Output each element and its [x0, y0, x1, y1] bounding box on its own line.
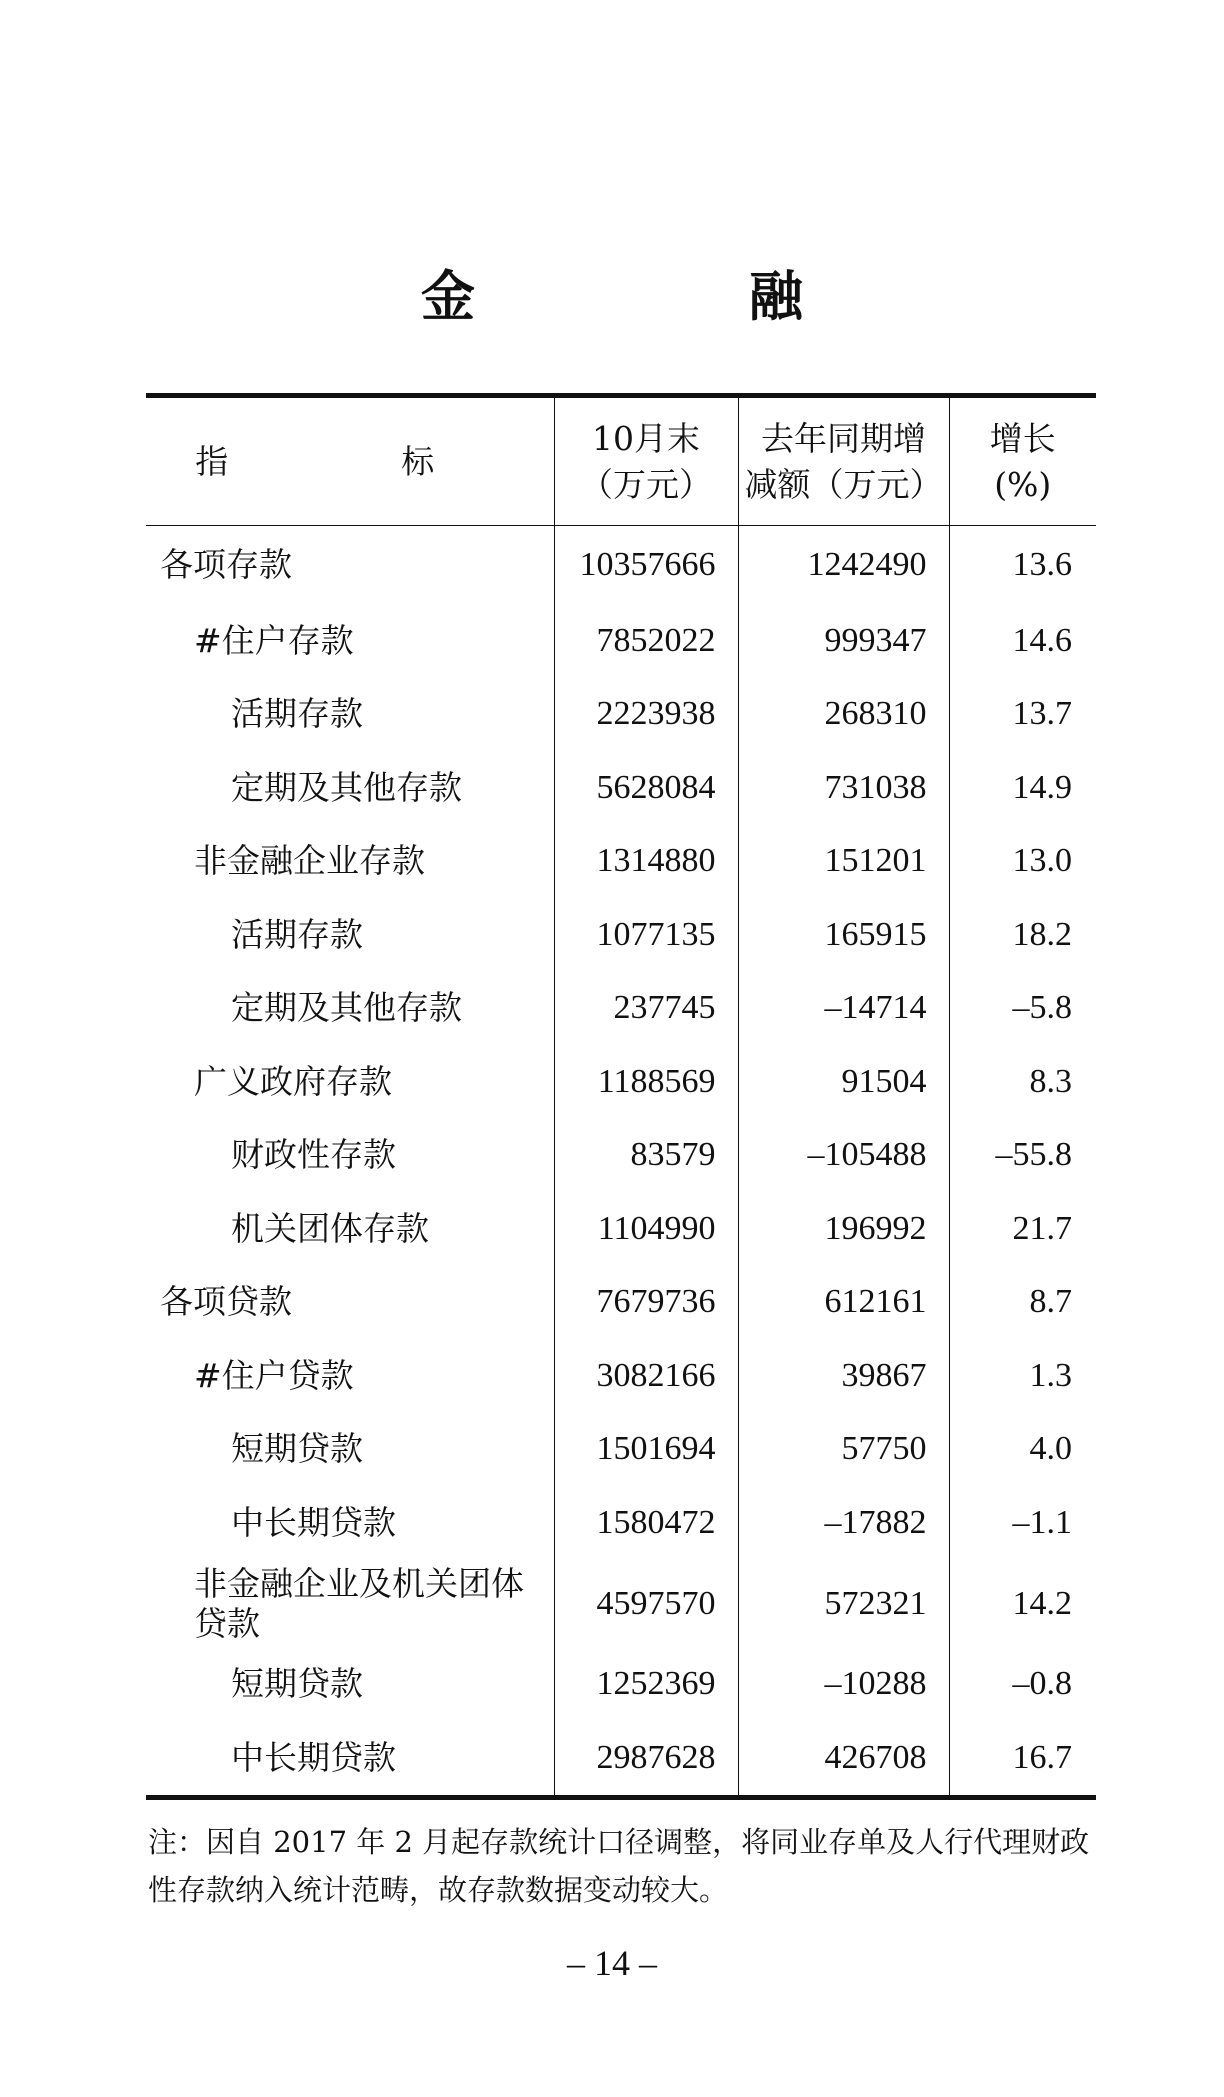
row-growth-rate: –5.8 [949, 972, 1096, 1046]
table-row [146, 678, 1096, 752]
row-yoy-change: 612161 [738, 1266, 949, 1340]
table-row [146, 604, 1096, 678]
row-growth-rate: 13.0 [949, 825, 1096, 899]
table-row [146, 1413, 1096, 1487]
row-yoy-change: –105488 [738, 1119, 949, 1193]
header-growth-line1: 增长 [989, 418, 1056, 458]
row-yoy-change: 731038 [738, 751, 949, 825]
row-yoy-change: 999347 [738, 604, 949, 678]
row-month-end-value: 7852022 [554, 604, 738, 678]
row-growth-rate: 14.9 [949, 751, 1096, 825]
row-indicator-name: 各项贷款 [160, 1282, 292, 1322]
header-indicator [146, 396, 554, 526]
row-growth-rate: –1.1 [949, 1486, 1096, 1560]
row-month-end-value: 1314880 [554, 825, 738, 899]
row-yoy-change: 572321 [738, 1560, 949, 1648]
table-row [146, 526, 1096, 605]
row-yoy-change: 165915 [738, 898, 949, 972]
row-growth-rate: 1.3 [949, 1339, 1096, 1413]
row-yoy-change: –17882 [738, 1486, 949, 1560]
footnote: 注：因自 2017 年 2 月起存款统计口径调整，将同业存单及人行代理财政性存款纳入统计范畴，故存款数据变动较大。 [148, 1825, 1090, 1907]
table-row [146, 898, 1096, 972]
table-row [146, 1192, 1096, 1266]
row-yoy-change: –10288 [738, 1648, 949, 1722]
row-growth-rate: –0.8 [949, 1648, 1096, 1722]
row-indicator-name: #住户存款 [194, 620, 354, 660]
row-yoy-change: 196992 [738, 1192, 949, 1266]
row-growth-rate: 16.7 [949, 1721, 1096, 1797]
row-indicator-name: 非金融企业及机关团体贷款 [194, 1563, 524, 1643]
row-yoy-change: 151201 [738, 825, 949, 899]
row-yoy-change: 57750 [738, 1413, 949, 1487]
row-growth-rate: 14.6 [949, 604, 1096, 678]
header-yoy-change-line2: 减额（万元） [744, 464, 943, 504]
finance-table-container [146, 393, 1096, 1800]
table-row [146, 1045, 1096, 1119]
row-growth-rate: 8.3 [949, 1045, 1096, 1119]
finance-table [146, 393, 1096, 1800]
table-row [146, 1119, 1096, 1193]
row-month-end-value: 10357666 [554, 526, 738, 605]
row-month-end-value: 1501694 [554, 1413, 738, 1487]
page-title: 金 融 [421, 265, 913, 328]
row-indicator-name: 中长期贷款 [231, 1502, 396, 1542]
row-growth-rate: 18.2 [949, 898, 1096, 972]
row-month-end-value: 3082166 [554, 1339, 738, 1413]
header-growth [949, 396, 1096, 526]
row-indicator-name: 财政性存款 [231, 1135, 396, 1175]
row-indicator-name: 短期贷款 [231, 1664, 363, 1704]
row-indicator-name: 机关团体存款 [231, 1208, 429, 1248]
table-row [146, 825, 1096, 899]
row-yoy-change: 91504 [738, 1045, 949, 1119]
table-row [146, 1339, 1096, 1413]
table-row [146, 1721, 1096, 1797]
table-row [146, 751, 1096, 825]
row-month-end-value: 7679736 [554, 1266, 738, 1340]
header-growth-line2: (%) [994, 464, 1052, 504]
row-indicator-name: 中长期贷款 [231, 1737, 396, 1777]
row-month-end-value: 1104990 [554, 1192, 738, 1266]
row-growth-rate: 4.0 [949, 1413, 1096, 1487]
row-indicator-name: 活期存款 [231, 914, 363, 954]
table-header [146, 396, 1096, 526]
row-yoy-change: 1242490 [738, 526, 949, 605]
row-growth-rate: 8.7 [949, 1266, 1096, 1340]
row-yoy-change: 39867 [738, 1339, 949, 1413]
table-row [146, 972, 1096, 1046]
table-row [146, 1266, 1096, 1340]
table-row [146, 1648, 1096, 1722]
header-yoy-change [738, 396, 949, 526]
row-yoy-change: 268310 [738, 678, 949, 752]
header-indicator-label: 指 标 [195, 441, 505, 481]
header-month-end-line2: （万元） [580, 464, 712, 504]
header-month-end-line1: 10月末 [592, 418, 700, 458]
row-indicator-name: 活期存款 [231, 694, 363, 734]
row-month-end-value: 5628084 [554, 751, 738, 825]
row-month-end-value: 83579 [554, 1119, 738, 1193]
row-growth-rate: 21.7 [949, 1192, 1096, 1266]
header-month-end-value [554, 396, 738, 526]
row-month-end-value: 2987628 [554, 1721, 738, 1797]
row-yoy-change: –14714 [738, 972, 949, 1046]
row-month-end-value: 4597570 [554, 1560, 738, 1648]
row-growth-rate: 13.6 [949, 526, 1096, 605]
row-indicator-name: 短期贷款 [231, 1429, 363, 1469]
row-indicator-name: 广义政府存款 [194, 1061, 392, 1101]
row-growth-rate: 13.7 [949, 678, 1096, 752]
row-growth-rate: 14.2 [949, 1560, 1096, 1648]
row-month-end-value: 1252369 [554, 1648, 738, 1722]
row-indicator-name: 定期及其他存款 [231, 767, 462, 807]
row-indicator-name: #住户贷款 [194, 1355, 354, 1395]
table-row [146, 1560, 1096, 1648]
row-indicator-name: 非金融企业存款 [194, 841, 425, 881]
table-body [146, 526, 1096, 1798]
row-month-end-value: 2223938 [554, 678, 738, 752]
row-yoy-change: 426708 [738, 1721, 949, 1797]
table-row [146, 1486, 1096, 1560]
page-number: – 14 – [567, 1943, 657, 1983]
row-indicator-name: 定期及其他存款 [231, 988, 462, 1028]
row-growth-rate: –55.8 [949, 1119, 1096, 1193]
row-month-end-value: 1188569 [554, 1045, 738, 1119]
header-yoy-change-line1: 去年同期增 [761, 418, 926, 458]
row-indicator-name: 各项存款 [160, 545, 292, 584]
row-month-end-value: 1580472 [554, 1486, 738, 1560]
row-month-end-value: 237745 [554, 972, 738, 1046]
row-month-end-value: 1077135 [554, 898, 738, 972]
